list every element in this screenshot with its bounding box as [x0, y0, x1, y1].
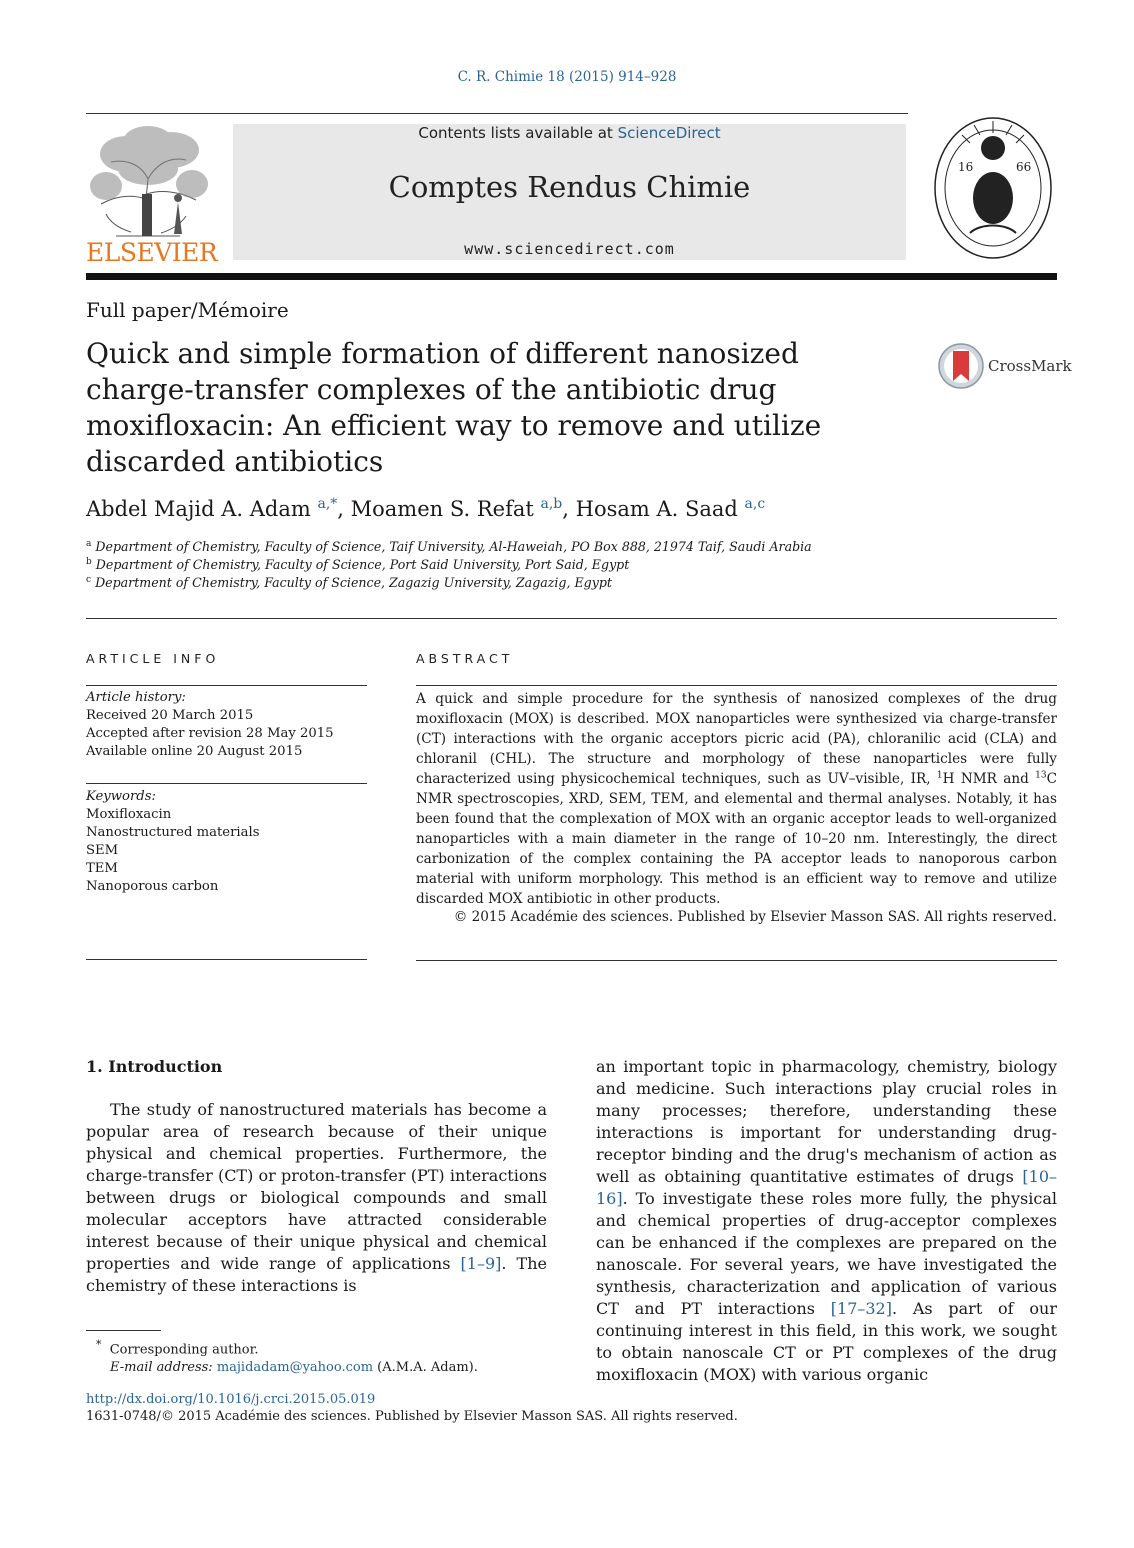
issn-line: 1631-0748/© 2015 Académie des sciences. Published by Elsevier Masson SAS. All rights reserved. [86, 1409, 738, 1424]
journal-url[interactable]: www.sciencedirect.com [464, 240, 675, 258]
affiliation-mark: b [86, 557, 92, 567]
academie-seal [930, 113, 1060, 263]
abstract-text: A quick and simple procedure for the synthesis of nanosized complexes of the drug moxifloxacin (MOX) is described. MOX nanoparticles were synthesized via charge-transfer (CT) interactions with the organic acceptors picric acid (PA), chloranilic acid (CLA) and chloranil (CHL). The structure and morphology of these nanoparticles were fully characterized using physicochemical techniques, such as UV–visible, IR, $^1$H NMR and $^{13}$C NMR spectroscopies, XRD, SEM, TEM, and elemental and thermal analyses. Notably, it has been found that the complexation of MOX with an organic acceptor leads to well-organized nanoparticles with a main diameter in the range of 10–20 nm. Interestingly, the direct carbonization of the complex containing the PA acceptor leads to nanoporous carbon material with uniform morphology. This method is an efficient way to remove and utilize discarded MOX antibiotic in other products. [416, 691, 1058, 907]
sciencedirect-link[interactable]: ScienceDirect [617, 124, 721, 142]
affiliation-text: Department of Chemistry, Faculty of Science, Port Said University, Port Said, Egypt [95, 557, 630, 573]
abstract-heading: ABSTRACT [416, 651, 514, 666]
author-affiliation-mark[interactable]: a,* [317, 496, 338, 512]
history-item: Available online 20 August 2015 [86, 744, 303, 759]
abstract-rule [416, 960, 1057, 961]
article-info-rule [86, 783, 367, 784]
body-column-right: an important topic in pharmacology, chemistry, biology and medicine. Such interactions play crucial roles in many processes; therefore, understanding these interactions is important for understanding drug-receptor binding and the drug's mechanism of action as well as obtaining quantitative estimates of drugs [10–16]. To investigate these roles more fully, the physical and chemical properties of drug-acceptor complexes can be enhanced if the complexes are prepared on the nanoscale. For several years, we have investigated the synthesis, characterization and application of various CT and PT interactions [17–32]. As part of our continuing interest in this field, in this work, we sought to obtain nanoscale CT or PT complexes of the drug moxifloxacin (MOX) with various organic [596, 1057, 1057, 1384]
footnote-mark: * [96, 1338, 102, 1351]
contents-prefix: Contents lists available at [418, 124, 613, 142]
affiliation-text: Department of Chemistry, Faculty of Science, Zagazig University, Zagazig, Egypt [95, 575, 612, 591]
affiliation [86, 557, 629, 572]
author-list: Abdel Majid A. Adam $^{a,*}$, Moamen S. Refat $^{a,b}$, Hosam A. Saad $^{a,c}$ [86, 496, 766, 521]
abstract-rule [416, 685, 1057, 686]
journal-citation[interactable]: C. R. Chimie 18 (2015) 914–928 [457, 69, 677, 85]
footnote [96, 1336, 478, 1377]
keyword: SEM [86, 843, 119, 858]
email-suffix: (A.M.A. Adam). [377, 1360, 478, 1376]
section-type: Full paper/Mémoire [86, 298, 289, 322]
affiliation-mark: c [86, 575, 92, 585]
history-item: Accepted after revision 28 May 2015 [86, 726, 334, 741]
footnote-rule [86, 1330, 161, 1331]
affiliation [86, 539, 812, 554]
author-name[interactable]: Hosam A. Saad [575, 497, 738, 521]
article-history [86, 689, 367, 761]
author-affiliation-mark[interactable]: a,c [744, 496, 766, 512]
author-name[interactable]: Abdel Majid A. Adam [86, 497, 311, 521]
reference-link[interactable]: [17–32] [830, 1299, 892, 1318]
reference-link[interactable]: [10–16] [596, 1167, 1057, 1208]
section-heading: 1. Introduction [86, 1057, 223, 1076]
keywords-label: Keywords: [86, 789, 156, 804]
reference-link[interactable]: [1–9] [460, 1254, 502, 1273]
history-label: Article history: [86, 690, 186, 705]
email-label: E-mail address: [110, 1360, 213, 1376]
keyword: TEM [86, 861, 118, 876]
keyword: Nanostructured materials [86, 825, 260, 840]
header-thick-rule [86, 273, 1057, 280]
body-column-left: The study of nanostructured materials has become a popular area of research because of their unique physical and chemical properties. Furthermore, the charge-transfer (CT) or proton-transfer (PT) interactions between drugs or biological compounds and small molecular acceptors have attracted considerable interest because of their unique physical and chemical properties and wide range of applications [1–9]. The chemistry of these interactions is [86, 1100, 547, 1295]
corresponding-author: Corresponding author. [109, 1342, 259, 1358]
article-info-rule [86, 959, 367, 960]
keyword: Moxifloxacin [86, 807, 172, 822]
seal-year-right: 66 [1016, 160, 1032, 174]
keywords [86, 788, 367, 896]
header-rule [86, 113, 908, 114]
affiliation-text: Department of Chemistry, Faculty of Science, Taif University, Al-Haweiah, PO Box 888, 21974 Taif, Saudi Arabia [95, 539, 812, 555]
author-name[interactable]: Moamen S. Refat [350, 497, 534, 521]
contents-line [233, 124, 906, 142]
author-affiliation-mark[interactable]: a,b [540, 496, 563, 512]
doi-link[interactable]: http://dx.doi.org/10.1016/j.crci.2015.05.019 [86, 1392, 376, 1407]
crossmark-label[interactable]: CrossMark [988, 357, 1072, 375]
journal-title[interactable]: Comptes Rendus Chimie [388, 170, 751, 204]
article-info-heading: ARTICLE INFO [86, 651, 220, 666]
keyword: Nanoporous carbon [86, 879, 219, 894]
article-info-rule [86, 685, 367, 686]
elsevier-wordmark[interactable]: ELSEVIER [86, 238, 218, 267]
history-item: Received 20 March 2015 [86, 708, 254, 723]
abstract-copyright: © 2015 Académie des sciences. Published by Elsevier Masson SAS. All rights reserved. [453, 909, 1057, 925]
seal-year-left: 16 [958, 160, 974, 174]
article-title: Quick and simple formation of different nanosized charge-transfer complexes of the antibiotic drug moxifloxacin: An efficient way to remove and utilize discarded antibiotics [86, 337, 822, 478]
affiliation-mark: a [86, 539, 92, 549]
affiliation [86, 575, 612, 590]
email-link[interactable]: majidadam@yahoo.com [216, 1360, 374, 1376]
section-rule [86, 618, 1057, 619]
